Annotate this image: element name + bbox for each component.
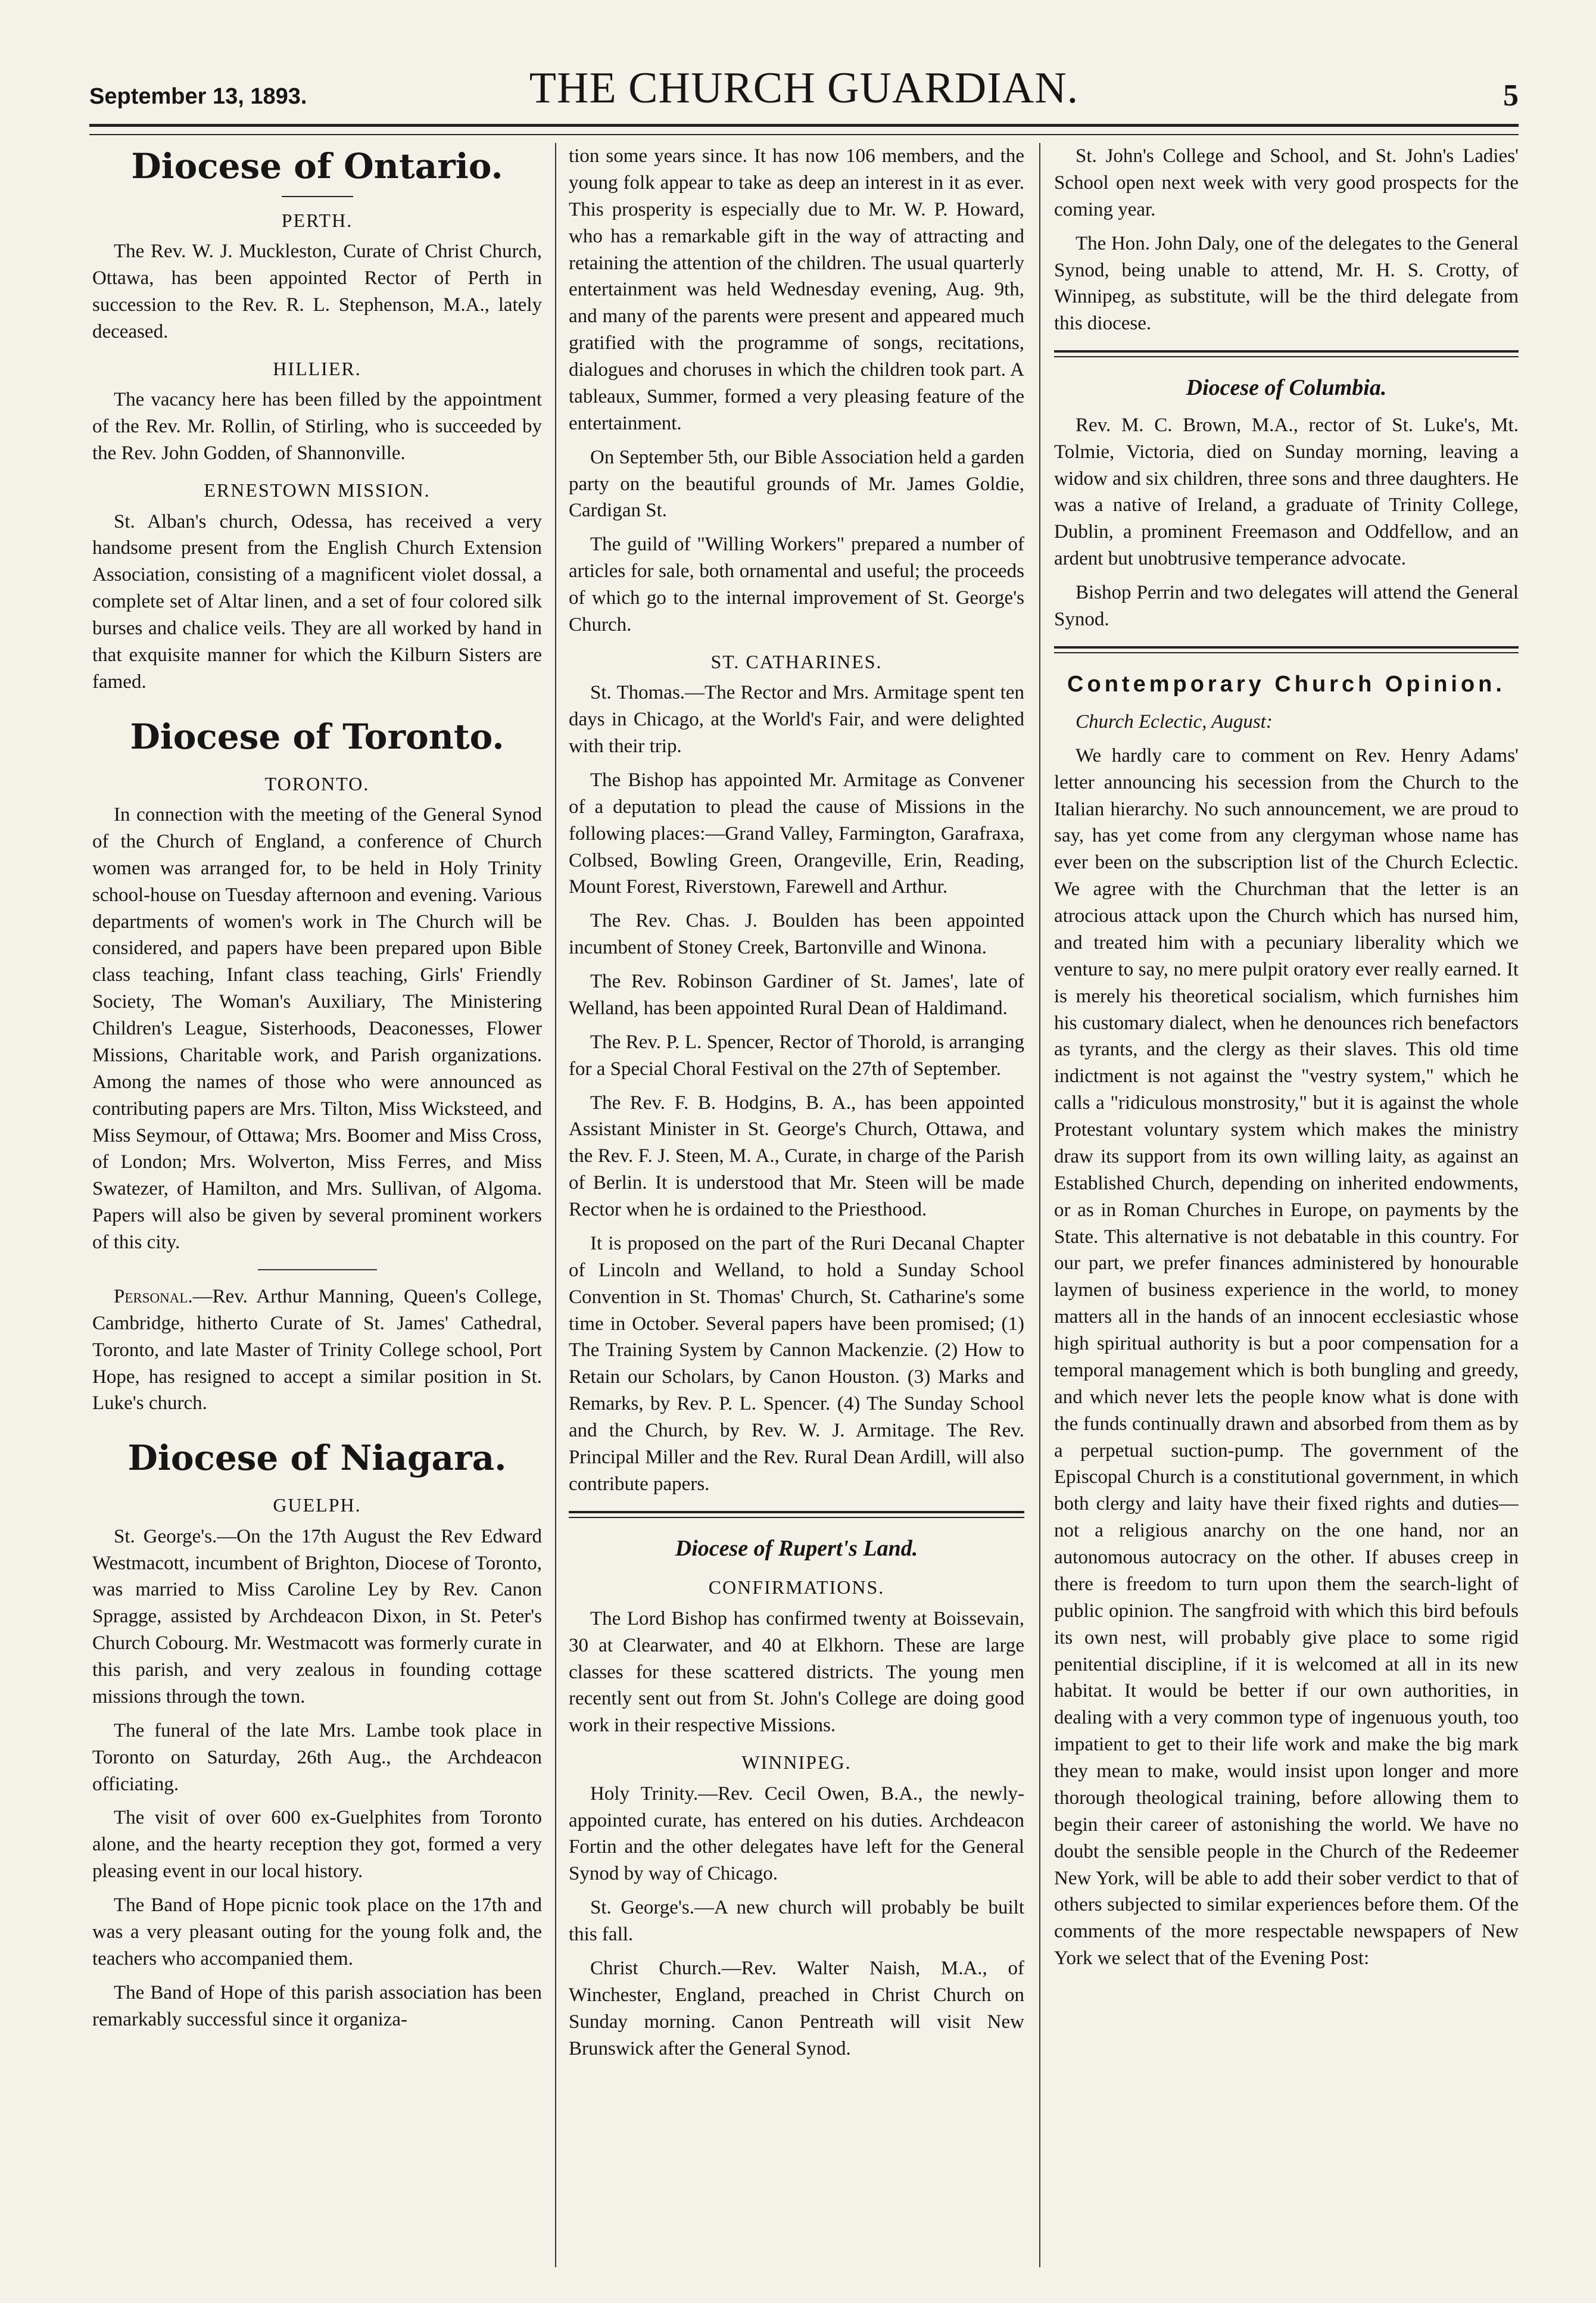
place-heading: GUELPH.	[273, 1494, 361, 1516]
masthead	[89, 64, 1519, 114]
article-paragraph: St. Alban's church, Odessa, has received a very handsome present from the English Church Extension Association, consisting of a magnificent violet dossal, a complete set of Altar linen, and a set of four colored silk burses and chalice veils. They are all worked by hand in that exquisite manner for which the Kilburn Sisters are famed.	[92, 510, 542, 693]
column-1	[92, 143, 542, 2267]
article-paragraph: The Rev. Robinson Gardiner of St. James', late of Welland, has been appointed Rural Dean of Haldimand.	[569, 971, 1024, 1019]
article-paragraph: The Lord Bishop has confirmed twenty at Boissevain, 30 at Clearwater, and 40 at Elkhorn. These are large classes for these scattered districts. The young men recently sent out from St. John's College are doing good work in their respective Missions.	[569, 1607, 1024, 1737]
article-paragraph: St. George's.—On the 17th August the Rev Edward Westmacott, incumbent of Brighton, Diocese of Toronto, was married to Miss Caroline Ley by Rev. Canon Spragge, assisted by Archdeacon Dixon, in St. Peter's Church Cobourg. Mr. Westmacott was formerly curate in this parish, and very zealous in founding cottage missions through the town.	[92, 1525, 542, 1707]
article-paragraph: The Bishop has appointed Mr. Armitage as Convener of a deputation to plead the cause of Missions in the following places:—Grand Valley, Farmington, Garafraxa, Colbsed, Bowling Green, Orangeville, Erin, Reading, Mount Forest, Riverstown, Farewell and Arthur.	[569, 769, 1024, 898]
section-rule	[1054, 646, 1519, 653]
article-paragraph: The funeral of the late Mrs. Lambe took place in Toronto on Saturday, 26th Aug., the Archdeacon officiating.	[92, 1719, 542, 1795]
section-heading: Diocese of Toronto.	[130, 716, 504, 757]
newspaper-title: THE CHURCH GUARDIAN.	[529, 64, 1079, 113]
place-heading: HILLIER.	[273, 357, 361, 379]
section-rule	[569, 1511, 1024, 1518]
article-paragraph: The Rev. P. L. Spencer, Rector of Thorold, is arranging for a Special Choral Festival on the 27th of September.	[569, 1031, 1024, 1080]
section-heading: Diocese of Columbia.	[1186, 375, 1387, 401]
article-paragraph: Bishop Perrin and two delegates will attend the General Synod.	[1054, 582, 1519, 630]
article-paragraph: The Band of Hope picnic took place on the 17th and was a very pleasant outing for the young folk and, the teachers who accompanied them.	[92, 1894, 542, 1969]
article-paragraph: The Hon. John Daly, one of the delegates to the General Synod, being unable to attend, Mr. H. S. Crotty, of Winnipeg, as substitute, will be the third delegate from this diocese.	[1054, 232, 1519, 335]
article-paragraph: Rev. M. C. Brown, M.A., rector of St. Luke's, Mt. Tolmie, Victoria, died on Sunday morning, leaving a widow and six children, three sons and three daughters. He was a native of Ireland, a graduate of Trinity College, Dublin, a prominent Freemason and Oddfellow, and an ardent but unobtrusive temperance advocate.	[1054, 414, 1519, 570]
masthead-rule	[89, 124, 1519, 135]
article-paragraph: The Rev. W. J. Muckleston, Curate of Christ Church, Ottawa, has been appointed Rector of Perth in succession to the Rev. R. L. Stephenson, M.A., lately deceased.	[92, 241, 542, 343]
personal-label: Personal.	[114, 1285, 193, 1307]
section-rule	[1054, 350, 1519, 357]
place-heading: ERNESTOWN MISSION.	[204, 479, 431, 501]
article-paragraph: Christ Church.—Rev. Walter Naish, M.A., of Winchester, England, preached in Christ Church on Sunday morning. Canon Pentreath will visit New Brunswick after the General Synod.	[569, 1957, 1024, 2059]
article-paragraph: We hardly care to comment on Rev. Henry Adams' letter announcing his secession from the Church to the Italian hierarchy. No such announcement, we are proud to say, has yet come from any clergyman whose name has ever been on the subscription list of the Church Eclectic. We agree with the Churchman that the letter is an atrocious attack upon the Church which has nursed him, and treated him with a pecuniary liberality which we venture to say, no mere pulpit oratory ever really earned. It is merely his theoretical socialism, which furnishes him his customary dialect, when he denounces rich benefactors as tyrants, and the clergy as their slaves. This old time indictment is not against the "vestry system," which he calls a "ridiculous monstrosity," but it is against the whole Protestant voluntary system which makes the ministry draw its support from its own willing laity, as against an Established Church, depending on inherited endowments, or as in Roman Churches in Europe, on payments by the State. This alternative is not debatable in this country. For our part, we prefer finances administered by honourable laymen of business experience in the world, to money matters all in the hands of an innocent ecclesiastic whose high spiritual authority is but a poor compensation for a temporal management which is both bungling and greedy, and which never lets the people know what is done with the funds continually drawn and absorbed from them as by a perpetual suction-pump. The government of the Episcopal Church is a constitutional government, in which both clergy and laity have their fixed rights and duties—not a religious anarchy on the one hand, nor an autonomous autocracy on the other. If abuses creep in there is freedom to turn upon them the search-light of public opinion. The sangfroid with which this bird befouls its own nest, will probably give place to some rigid penitential discipline, if it is welcomed at all in its new habitat. It would be better if our own authorities, in dealing with a very common type of ingenuous youth, too impatient to get to their life work and make the big mark they mean to make, would insist upon longer and more thorough theological training, before allowing them to begin their career of astonishing the world. We have no doubt the sensible people in the Church of the Redeemer New York, will be able to add their sober verdict to that of others subjected to similar experiences before them. Of the comments of the more respectable newspapers of New York we select that of the Evening Post:	[1054, 744, 1519, 1969]
place-heading: TORONTO.	[264, 772, 370, 794]
page-number: 5	[1503, 79, 1519, 113]
article-paragraph: The Rev. Chas. J. Boulden has been appointed incumbent of Stoney Creek, Bartonville and Winona.	[569, 910, 1024, 959]
article-paragraph: The Band of Hope of this parish association has been remarkably successful since it organiza-	[92, 1981, 542, 2030]
article-paragraph: St. John's College and School, and St. John's Ladies' School open next week with very good prospects for the coming year.	[1054, 145, 1519, 220]
article-paragraph: On September 5th, our Bible Association held a garden party on the beautiful grounds of Mr. James Goldie, Cardigan St.	[569, 446, 1024, 522]
section-heading: Diocese of Ontario.	[131, 146, 503, 186]
divider	[258, 1269, 377, 1270]
place-heading: ST. CATHARINES.	[710, 650, 883, 672]
article-source: Church Eclectic, August:	[1076, 710, 1273, 733]
place-heading: PERTH.	[281, 209, 353, 231]
article-paragraph: The visit of over 600 ex-Guelphites from Toronto alone, and the hearty reception they got, formed a very pleasing event in our local history.	[92, 1807, 542, 1883]
article-paragraph: In connection with the meeting of the General Synod of the Church of England, a conference of Church women was arranged for, to be held in Holy Trinity school-house on Tuesday afternoon and evening. Various departments of women's work in The Church will be considered, and papers have been prepared upon Bible class teaching, Infant class teaching, Girls' Friendly Society, The Woman's Auxiliary, The Ministering Children's League, Sisterhoods, Deaconesses, Flower Missions, Charitable work, and Parish organizations. Among the names of those who were announced as contributing papers are Mrs. Tilton, Miss Wicksteed, and Miss Seymour, of Ottawa; Mrs. Boomer and Miss Cross, of London; Mrs. Wolverton, Miss Ferres, and Miss Swatezer, of Hamilton, and Mrs. Sullivan, of Algoma. Papers will also be given by several prominent workers of this city.	[92, 804, 542, 1254]
column-divider	[555, 143, 556, 2267]
place-heading: WINNIPEG.	[741, 1752, 852, 1774]
article-paragraph: St. Thomas.—The Rector and Mrs. Armitage spent ten days in Chicago, at the World's Fair, and were delighted with their trip.	[569, 682, 1024, 758]
article-paragraph: The Rev. F. B. Hodgins, B. A., has been appointed Assistant Minister in St. George's Church, Ottawa, and the Rev. F. J. Steen, M. A., Curate, in charge of the Parish of Berlin. It is understood that Mr. Steen will be made Rector when he is ordained to the Priesthood.	[569, 1092, 1024, 1221]
issue-date: September 13, 1893.	[89, 84, 307, 109]
article-paragraph: Holy Trinity.—Rev. Cecil Owen, B.A., the newly-appointed curate, has entered on his duties. Archdeacon Fortin and the other delegates have left for the General Synod by way of Chicago.	[569, 1782, 1024, 1885]
article-paragraph: St. George's.—A new church will probably be built this fall.	[569, 1897, 1024, 1946]
column-3	[1054, 143, 1519, 2267]
section-heading: Diocese of Niagara.	[127, 1438, 507, 1479]
column-2	[569, 143, 1024, 2267]
column-divider	[1039, 143, 1040, 2267]
article-paragraph: tion some years since. It has now 106 members, and the young folk appear to take as deep an interest in it as ever. This prosperity is especially due to Mr. W. P. Howard, who has a remarkable gift in the way of attracting and retaining the attention of the children. The usual quarterly entertainment was held Wednesday evening, Aug. 9th, and many of the parents were present and appeared much gratified with the programme of songs, recitations, dialogues and choruses in which the children took part. A tableaux, Summer, formed a very pleasing feature of the entertainment.	[569, 145, 1024, 434]
personal-text: —Rev. Arthur Manning, Queen's College, Cambridge, hitherto Curate of St. James' Cathedral, Toronto, and late Master of Trinity College school, Port Hope, has resigned to accept a similar position in St. Luke's church.	[92, 1285, 542, 1414]
section-heading: Diocese of Rupert's Land.	[675, 1535, 918, 1561]
article-paragraph: The guild of "Willing Workers" prepared a number of articles for sale, both ornamental and useful; the proceeds of which go to the internal improvement of St. George's Church.	[569, 534, 1024, 635]
article-paragraph: It is proposed on the part of the Ruri Decanal Chapter of Lincoln and Welland, to hold a Sunday School Convention in St. Thomas' Church, St. Catharine's some time in October. Several papers have been promised; (1) The Training System by Cannon Mackenzie. (2) How to Retain our Scholars, by Canon Houston. (3) Marks and Remarks, by Rev. P. L. Spencer. (4) The Sunday School and the Church, by Rev. W. J. Armitage. The Rev. Principal Miller and the Rev. Rural Dean Ardill, will also contribute papers.	[569, 1232, 1024, 1495]
article-paragraph: The vacancy here has been filled by the appointment of the Rev. Mr. Rollin, of Stirling, who is succeeded by the Rev. John Godden, of Shannonville.	[92, 389, 542, 465]
article-paragraph	[92, 1283, 542, 1417]
divider	[282, 196, 353, 197]
place-heading: CONFIRMATIONS.	[708, 1576, 885, 1598]
section-heading: Contemporary Church Opinion.	[1067, 671, 1505, 697]
